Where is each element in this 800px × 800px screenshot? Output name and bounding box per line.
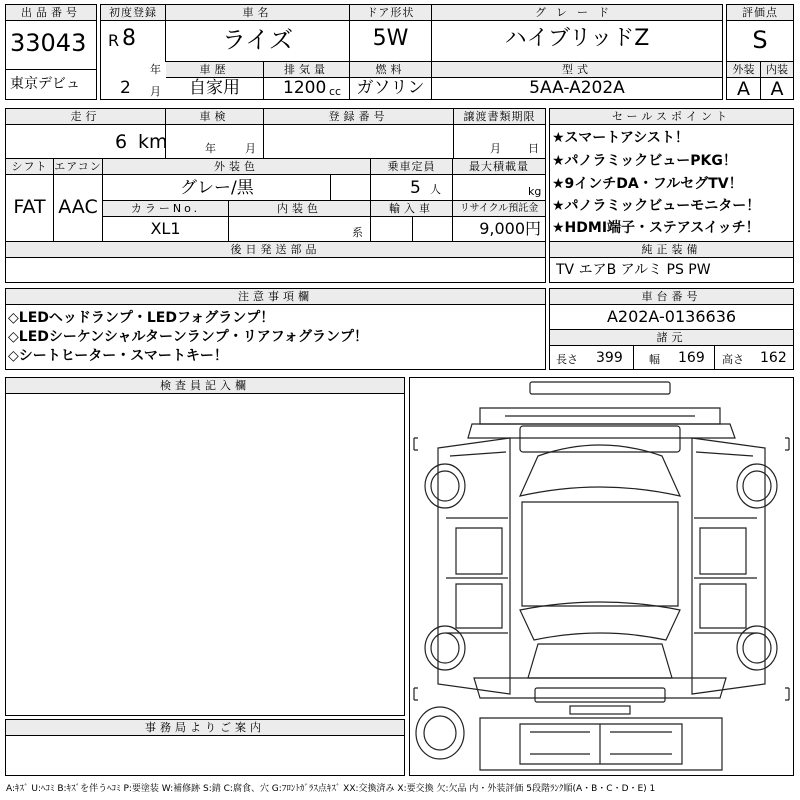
transfer-docs-header: 譲渡書類期限 [454, 109, 545, 125]
footer-legend: A:ｷｽﾞ U:ﾍｺﾐ B:ｷｽﾞを伴うﾍｺﾐ P:要塗装 W:補修跡 S:錆 C:腐食、穴 G:ﾌﾛﾝﾄｶﾞﾗｽ点ｷｽﾞ XX:交換済み X:要交換 欠:欠品 内・外装評価 5段階ﾗﾝｸ順(A・B・C・D・E) 1 [6, 784, 656, 794]
fuel: ガソリン [356, 78, 425, 98]
length-value: 399 [596, 350, 623, 366]
capacity-unit: 人 [430, 183, 441, 196]
reg-year-unit: 年 [150, 63, 161, 76]
lot-number: 33043 [10, 29, 87, 57]
shift-header: シフト [6, 159, 53, 175]
genuine-equipment-header: 純正装備 [550, 242, 793, 258]
recycle-fee-header: リサイクル預託金 [453, 201, 545, 217]
exterior-color-header: 外装色 [103, 159, 370, 175]
note-1: ◇LEDヘッドランプ・LEDフォグランプ！ [8, 310, 275, 326]
first-registration-header: 初度登録 [101, 5, 165, 21]
fuel-header: 燃料 [350, 62, 431, 78]
mileage-unit: km [138, 131, 168, 153]
exterior-color: グレー/黒 [180, 178, 254, 198]
displacement-unit: cc [329, 85, 342, 98]
interior-color-suffix: 系 [352, 226, 363, 239]
note-2: ◇LEDシーケンシャルターンランプ・リアフォグランプ！ [8, 329, 369, 345]
import-car-header: 輸入車 [371, 201, 452, 217]
car-name: ライズ [221, 26, 294, 54]
door-type: 5W [372, 26, 409, 51]
inspection-year-unit: 年 [205, 142, 216, 155]
exterior-header: 外装 [727, 62, 760, 78]
width-label: 幅 [649, 353, 660, 366]
selling-point-2: ★パノラミックビューPKG！ [552, 153, 737, 169]
reg-year: 8 [122, 26, 136, 51]
max-load-header: 最大積載量 [453, 159, 545, 175]
transfer-month-unit: 月 [490, 142, 501, 155]
selling-point-3: ★9インチDA・フルセグTV！ [552, 176, 743, 192]
height-value: 162 [760, 350, 787, 366]
inspector-notes-block [5, 377, 405, 716]
width-value: 169 [678, 350, 705, 366]
interior-grade: A [770, 78, 784, 100]
color-no: XL1 [150, 219, 181, 238]
score: S [752, 26, 768, 54]
reg-month: 2 [120, 78, 131, 98]
transfer-day-unit: 日 [528, 142, 539, 155]
car-body-diagram [410, 378, 793, 775]
grade-header: グレード [432, 5, 722, 21]
history-header: 車歴 [166, 62, 263, 78]
recycle-fee: 9,000円 [479, 219, 541, 238]
door-type-header: ドア形状 [350, 5, 431, 21]
selling-point-5: ★HDMI端子・ステアスイッチ！ [552, 220, 760, 236]
grade: ハイブリッドZ [504, 26, 650, 51]
mileage: 6 [115, 131, 128, 153]
aircon-header: エアコン [54, 160, 102, 173]
note-3: ◇シートヒーター・スマートキー！ [8, 348, 228, 364]
interior-header: 内装 [761, 62, 793, 78]
selling-point-1: ★スマートアシスト！ [552, 130, 689, 146]
venue-name: 東京デビュ [10, 76, 80, 92]
height-label: 高さ [722, 353, 744, 366]
shift: FAT [13, 196, 46, 218]
reg-number-header: 登録番号 [264, 109, 453, 125]
chassis-number-header: 車台番号 [550, 289, 793, 305]
selling-points-header: セールスポイント [550, 109, 793, 125]
interior-color-header: 内装色 [229, 201, 370, 217]
model-code-header: 型式 [432, 62, 722, 78]
capacity-header: 乗車定員 [371, 159, 452, 175]
office-info-header: 事務局よりご案内 [6, 720, 404, 736]
displacement-header: 排気量 [264, 62, 349, 78]
model-code: 5AA-A202A [529, 78, 625, 98]
mileage-header: 走行 [6, 109, 165, 125]
later-parts-header: 後日発送部品 [6, 242, 545, 258]
car-name-header: 車名 [166, 5, 349, 21]
selling-point-4: ★パノラミックビューモニター！ [552, 198, 761, 214]
lot-number-box [5, 4, 97, 100]
score-header: 評価点 [727, 5, 793, 21]
reg-era: R [108, 31, 120, 50]
color-no-header: カラーNo. [103, 201, 228, 217]
max-load-unit: kg [528, 185, 542, 198]
chassis-number: A202A-0136636 [606, 307, 737, 326]
exterior-grade: A [737, 78, 750, 100]
inspection-month-unit: 月 [245, 142, 256, 155]
history: 自家用 [189, 78, 240, 98]
length-label: 長さ [556, 353, 578, 366]
specs-header: 諸元 [550, 330, 793, 346]
displacement: 1200 [283, 78, 327, 98]
capacity: 5 [410, 178, 421, 198]
genuine-equipment: TV エアB アルミ PS PW [556, 262, 711, 278]
reg-month-unit: 月 [150, 85, 161, 98]
inspection-header: 車検 [166, 109, 263, 125]
notes-header: 注意事項欄 [6, 289, 545, 305]
lot-number-header: 出品番号 [6, 5, 96, 21]
aircon: AAC [58, 196, 98, 218]
inspector-notes-header: 検査員記入欄 [6, 378, 404, 394]
